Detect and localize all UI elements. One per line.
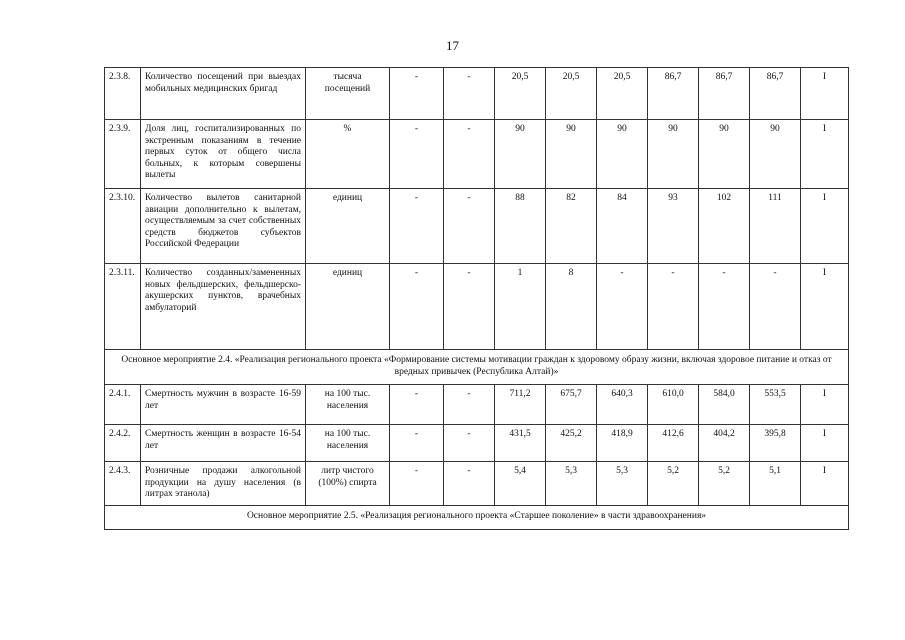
value-cell: - xyxy=(390,462,444,506)
value-cell: 86,7 xyxy=(750,68,801,120)
row-code: 2.3.8. xyxy=(105,68,141,120)
value-cell: 5,2 xyxy=(699,462,750,506)
unit-of-measure: литр чистого (100%) спирта xyxy=(306,462,390,506)
last-cell: I xyxy=(801,264,849,350)
row-code: 2.3.10. xyxy=(105,189,141,264)
value-cell: - xyxy=(390,264,444,350)
section-title: Основное мероприятие 2.4. «Реализация регионального проекта «Формирование системы мотивации граждан к здоровому образу жизни, включая здоровое питание и отказ от вредных привычек (Республика Алтай)» xyxy=(105,350,849,385)
value-cell: 102 xyxy=(699,189,750,264)
value-cell: 84 xyxy=(597,189,648,264)
last-cell: I xyxy=(801,120,849,189)
last-cell: I xyxy=(801,68,849,120)
value-cell: 584,0 xyxy=(699,385,750,425)
value-cell: 90 xyxy=(648,120,699,189)
value-cell: - xyxy=(444,189,495,264)
value-cell: - xyxy=(699,264,750,350)
value-cell: 90 xyxy=(699,120,750,189)
value-cell: 8 xyxy=(546,264,597,350)
value-cell: 90 xyxy=(597,120,648,189)
value-cell: - xyxy=(597,264,648,350)
value-cell: 431,5 xyxy=(495,425,546,462)
value-cell: 5,3 xyxy=(546,462,597,506)
value-cell: 675,7 xyxy=(546,385,597,425)
value-cell: 1 xyxy=(495,264,546,350)
value-cell: 88 xyxy=(495,189,546,264)
value-cell: 425,2 xyxy=(546,425,597,462)
value-cell: 640,3 xyxy=(597,385,648,425)
page-number: 17 xyxy=(446,38,459,53)
section-row xyxy=(105,506,849,530)
value-cell: 20,5 xyxy=(495,68,546,120)
row-code: 2.4.3. xyxy=(105,462,141,506)
table-row xyxy=(105,189,849,264)
indicator-name: Количество вылетов санитарной авиации дополнительно к вылетам, осуществляемым за счет собственных средств бюджетов субъектов Российской Федерации xyxy=(141,189,306,264)
value-cell: 111 xyxy=(750,189,801,264)
unit-of-measure: % xyxy=(306,120,390,189)
value-cell: 82 xyxy=(546,189,597,264)
value-cell: 395,8 xyxy=(750,425,801,462)
value-cell: 404,2 xyxy=(699,425,750,462)
value-cell: - xyxy=(390,425,444,462)
value-cell: - xyxy=(390,385,444,425)
indicators-table xyxy=(104,67,849,530)
section-title: Основное мероприятие 2.5. «Реализация регионального проекта «Старшее поколение» в части здравоохранения» xyxy=(105,506,849,530)
value-cell: 90 xyxy=(546,120,597,189)
value-cell: 553,5 xyxy=(750,385,801,425)
value-cell: - xyxy=(390,68,444,120)
value-cell: - xyxy=(750,264,801,350)
row-code: 2.4.1. xyxy=(105,385,141,425)
table-row xyxy=(105,264,849,350)
table-row xyxy=(105,68,849,120)
row-code: 2.3.11. xyxy=(105,264,141,350)
section-row xyxy=(105,350,849,385)
row-code: 2.3.9. xyxy=(105,120,141,189)
table-row xyxy=(105,120,849,189)
value-cell: 5,2 xyxy=(648,462,699,506)
last-cell: I xyxy=(801,189,849,264)
unit-of-measure: на 100 тыс. населения xyxy=(306,385,390,425)
last-cell: I xyxy=(801,462,849,506)
row-code: 2.4.2. xyxy=(105,425,141,462)
value-cell: 412,6 xyxy=(648,425,699,462)
unit-of-measure: единиц xyxy=(306,189,390,264)
value-cell: 5,3 xyxy=(597,462,648,506)
value-cell: 418,9 xyxy=(597,425,648,462)
value-cell: 86,7 xyxy=(699,68,750,120)
value-cell: - xyxy=(444,264,495,350)
indicator-name: Количество посещений при выездах мобильных медицинских бригад xyxy=(141,68,306,120)
value-cell: 20,5 xyxy=(597,68,648,120)
value-cell: - xyxy=(390,189,444,264)
value-cell: 5,4 xyxy=(495,462,546,506)
value-cell: 711,2 xyxy=(495,385,546,425)
value-cell: 90 xyxy=(750,120,801,189)
table-row xyxy=(105,425,849,462)
value-cell: - xyxy=(444,462,495,506)
value-cell: 20,5 xyxy=(546,68,597,120)
value-cell: - xyxy=(648,264,699,350)
value-cell: 5,1 xyxy=(750,462,801,506)
indicator-name: Смертность женщин в возрасте 16-54 лет xyxy=(141,425,306,462)
indicator-name: Количество созданных/замененных новых фельдшерских, фельдшерско-акушерских пунктов, врачебных амбулаторий xyxy=(141,264,306,350)
indicator-name: Доля лиц, госпитализированных по экстренным показаниям в течение первых суток от общего числа больных, к которым совершены вылеты xyxy=(141,120,306,189)
value-cell: 86,7 xyxy=(648,68,699,120)
value-cell: - xyxy=(444,425,495,462)
unit-of-measure: тысяча посещений xyxy=(306,68,390,120)
last-cell: I xyxy=(801,425,849,462)
value-cell: 90 xyxy=(495,120,546,189)
table-row xyxy=(105,462,849,506)
indicator-name: Смертность мужчин в возрасте 16-59 лет xyxy=(141,385,306,425)
value-cell: - xyxy=(444,120,495,189)
value-cell: 610,0 xyxy=(648,385,699,425)
last-cell: I xyxy=(801,385,849,425)
indicator-name: Розничные продажи алкогольной продукции на душу населения (в литрах этанола) xyxy=(141,462,306,506)
unit-of-measure: на 100 тыс. населения xyxy=(306,425,390,462)
table-row xyxy=(105,385,849,425)
unit-of-measure: единиц xyxy=(306,264,390,350)
value-cell: - xyxy=(444,68,495,120)
value-cell: 93 xyxy=(648,189,699,264)
value-cell: - xyxy=(444,385,495,425)
value-cell: - xyxy=(390,120,444,189)
